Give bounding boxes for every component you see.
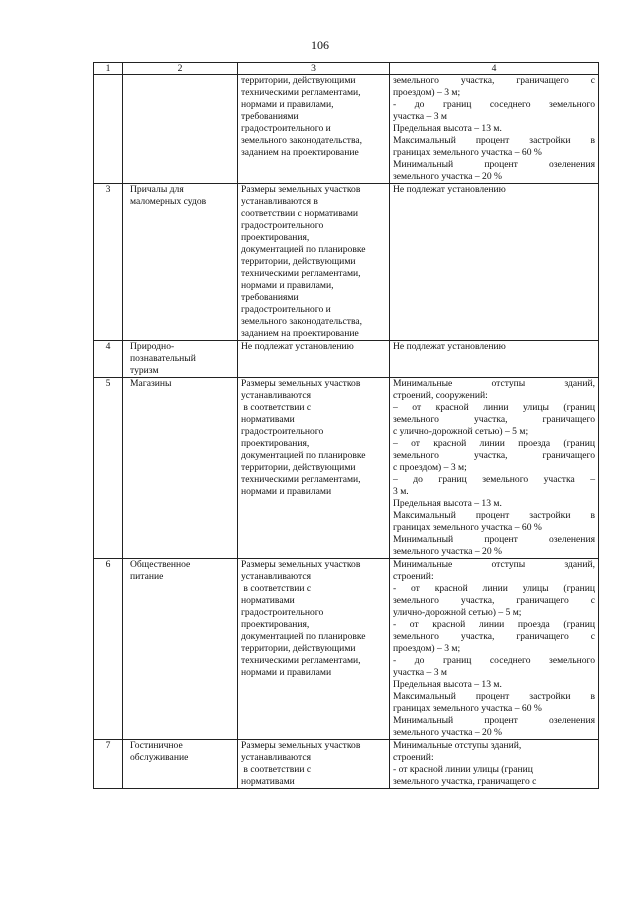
- land-use-type-line: Магазины: [130, 378, 172, 389]
- plot-size-line: градостроительного: [241, 426, 324, 437]
- plot-size-line: территории, действующими: [241, 256, 356, 267]
- parameter-line: - от красной линии проезда (границ: [393, 619, 595, 630]
- row-number: 5: [94, 378, 123, 559]
- plot-size-line: техническими регламентами,: [241, 474, 361, 485]
- construction-parameters: [390, 559, 599, 740]
- regulations-table: [93, 62, 599, 789]
- plot-size-line: документацией по планировке: [241, 631, 366, 642]
- parameter-line: Минимальные отступы зданий,: [393, 559, 595, 570]
- parameter-line: Не подлежат установлению: [393, 184, 506, 195]
- plot-size-line: нормами и правилами: [241, 667, 332, 678]
- parameter-line: строений:: [393, 571, 434, 582]
- plot-size-line: документацией по планировке: [241, 450, 366, 461]
- parameter-line: - от красной линии улицы (границ: [393, 764, 533, 775]
- construction-parameters: [390, 341, 599, 378]
- plot-size-line: проектирования,: [241, 438, 310, 449]
- plot-size-line: нормативами: [241, 776, 295, 787]
- parameter-line: проездом) – 3 м;: [393, 87, 461, 98]
- land-use-type-line: питание: [130, 571, 164, 582]
- parameter-line: 3 м.: [393, 486, 409, 497]
- plot-size-line: устанавливаются в: [241, 196, 318, 207]
- parameter-line: земельного участка, граничащего с: [393, 595, 595, 606]
- parameter-line: – до границ земельного участка –: [393, 474, 595, 485]
- plot-size-line: в соответствии с: [241, 402, 312, 413]
- header-col-3: 3: [238, 63, 390, 75]
- plot-size-line: градостроительного и: [241, 123, 331, 134]
- plot-size-line: Размеры земельных участков: [241, 559, 361, 570]
- parameter-line: Не подлежат установлению: [393, 341, 506, 352]
- land-use-type: [123, 341, 238, 378]
- parameter-line: земельного участка, граничащего с: [393, 631, 595, 642]
- plot-size-line: техническими регламентами,: [241, 655, 361, 666]
- row-number: 7: [94, 740, 123, 789]
- parameter-line: земельного участка – 20 %: [393, 727, 503, 738]
- plot-size-line: документацией по планировке: [241, 244, 366, 255]
- plot-size-line: Размеры земельных участков: [241, 184, 361, 195]
- plot-size-line: земельного законодательства,: [241, 316, 363, 327]
- plot-size-line: проектирования,: [241, 619, 310, 630]
- header-col-1: 1: [94, 63, 123, 75]
- construction-parameters: [390, 75, 599, 184]
- construction-parameters: [390, 378, 599, 559]
- parameter-line: земельного участка, граничащего: [393, 414, 595, 425]
- plot-size-line: территории, действующими: [241, 462, 356, 473]
- parameter-line: Максимальный процент застройки в: [393, 135, 595, 146]
- parameter-line: проездом) – 3 м;: [393, 643, 461, 654]
- plot-size-line: градостроительного: [241, 607, 324, 618]
- parameter-line: - до границ соседнего земельного: [393, 655, 595, 666]
- parameter-line: земельного участка, граничащего с: [393, 75, 595, 86]
- parameter-line: Предельная высота – 13 м.: [393, 498, 502, 509]
- plot-size-line: нормами и правилами: [241, 486, 332, 497]
- table-row: [94, 184, 599, 341]
- parameter-line: Предельная высота – 13 м.: [393, 123, 502, 134]
- plot-size-requirements: [238, 184, 390, 341]
- plot-size-line: устанавливаются: [241, 571, 312, 582]
- land-use-type-line: Природно-: [130, 341, 175, 352]
- construction-parameters: [390, 740, 599, 789]
- parameter-line: строений, сооружений:: [393, 390, 488, 401]
- plot-size-requirements: [238, 740, 390, 789]
- parameter-line: с проездом) – 3 м;: [393, 462, 467, 473]
- parameter-line: участка – 3 м: [393, 111, 447, 122]
- parameter-line: земельного участка, граничащего: [393, 450, 595, 461]
- parameter-line: Минимальные отступы зданий,: [393, 740, 522, 751]
- parameter-line: с улично-дорожной сетью) – 5 м;: [393, 426, 529, 437]
- plot-size-requirements: [238, 75, 390, 184]
- plot-size-line: нормами и правилами,: [241, 280, 334, 291]
- parameter-line: строений:: [393, 752, 434, 763]
- parameter-line: Минимальный процент озеленения: [393, 159, 595, 170]
- plot-size-line: земельного законодательства,: [241, 135, 363, 146]
- plot-size-requirements: [238, 559, 390, 740]
- parameter-line: – от красной линии улицы (границ: [393, 402, 595, 413]
- parameter-line: земельного участка – 20 %: [393, 546, 503, 557]
- plot-size-line: устанавливаются: [241, 390, 312, 401]
- parameter-line: – от красной линии проезда (границ: [393, 438, 595, 449]
- table-header-row: [94, 63, 599, 75]
- parameter-line: участка – 3 м: [393, 667, 447, 678]
- table-row: [94, 341, 599, 378]
- row-number: [94, 75, 123, 184]
- land-use-type: [123, 378, 238, 559]
- plot-size-line: в соответствии с: [241, 764, 312, 775]
- plot-size-line: градостроительного: [241, 220, 324, 231]
- parameter-line: Предельная высота – 13 м.: [393, 679, 502, 690]
- plot-size-line: нормами и правилами,: [241, 99, 334, 110]
- table-row: [94, 75, 599, 184]
- parameter-line: границах земельного участка – 60 %: [393, 147, 542, 158]
- plot-size-line: в соответствии с: [241, 583, 312, 594]
- parameter-line: улично-дорожной сетью) – 5 м;: [393, 607, 522, 618]
- plot-size-line: устанавливаются: [241, 752, 312, 763]
- plot-size-line: требованиями: [241, 111, 299, 122]
- land-use-type-line: обслуживание: [130, 752, 189, 763]
- land-use-type-line: туризм: [130, 365, 159, 376]
- parameter-line: земельного участка – 20 %: [393, 171, 503, 182]
- land-use-type-line: познавательный: [130, 353, 196, 364]
- parameter-line: Минимальный процент озеленения: [393, 715, 595, 726]
- land-use-type-line: Гостиничное: [130, 740, 183, 751]
- plot-size-line: территории, действующими: [241, 643, 356, 654]
- plot-size-requirements: [238, 378, 390, 559]
- parameter-line: - до границ соседнего земельного: [393, 99, 595, 110]
- land-use-type: [123, 184, 238, 341]
- land-use-type: [123, 559, 238, 740]
- land-use-type-line: Общественное: [130, 559, 191, 570]
- plot-size-line: территории, действующими: [241, 75, 356, 86]
- page-number: 106: [311, 38, 329, 52]
- plot-size-line: градостроительного и: [241, 304, 331, 315]
- land-use-type: [123, 75, 238, 184]
- table-row: [94, 378, 599, 559]
- plot-size-line: требованиями: [241, 292, 299, 303]
- plot-size-line: нормативами: [241, 414, 295, 425]
- parameter-line: границах земельного участка – 60 %: [393, 522, 542, 533]
- parameter-line: Минимальный процент озеленения: [393, 534, 595, 545]
- plot-size-line: техническими регламентами,: [241, 268, 361, 279]
- header-col-4: 4: [390, 63, 599, 75]
- table-row: [94, 740, 599, 789]
- construction-parameters: [390, 184, 599, 341]
- land-use-type-line: маломерных судов: [130, 196, 207, 207]
- land-use-type-line: Причалы для: [130, 184, 184, 195]
- plot-size-line: Размеры земельных участков: [241, 378, 361, 389]
- plot-size-line: Не подлежат установлению: [241, 341, 354, 352]
- plot-size-line: соответствии с нормативами: [241, 208, 359, 219]
- parameter-line: Минимальные отступы зданий,: [393, 378, 595, 389]
- row-number: 4: [94, 341, 123, 378]
- plot-size-line: заданием на проектирование: [241, 147, 359, 158]
- parameter-line: Максимальный процент застройки в: [393, 510, 595, 521]
- plot-size-line: проектирования,: [241, 232, 310, 243]
- row-number: 3: [94, 184, 123, 341]
- parameter-line: границах земельного участка – 60 %: [393, 703, 542, 714]
- plot-size-line: техническими регламентами,: [241, 87, 361, 98]
- header-col-2: 2: [123, 63, 238, 75]
- plot-size-line: заданием на проектирование: [241, 328, 359, 339]
- parameter-line: Максимальный процент застройки в: [393, 691, 595, 702]
- parameter-line: - от красной линии улицы (границ: [393, 583, 595, 594]
- plot-size-line: Размеры земельных участков: [241, 740, 361, 751]
- row-number: 6: [94, 559, 123, 740]
- parameter-line: земельного участка, граничащего с: [393, 776, 537, 787]
- table-row: [94, 559, 599, 740]
- plot-size-line: нормативами: [241, 595, 295, 606]
- plot-size-requirements: [238, 341, 390, 378]
- land-use-type: [123, 740, 238, 789]
